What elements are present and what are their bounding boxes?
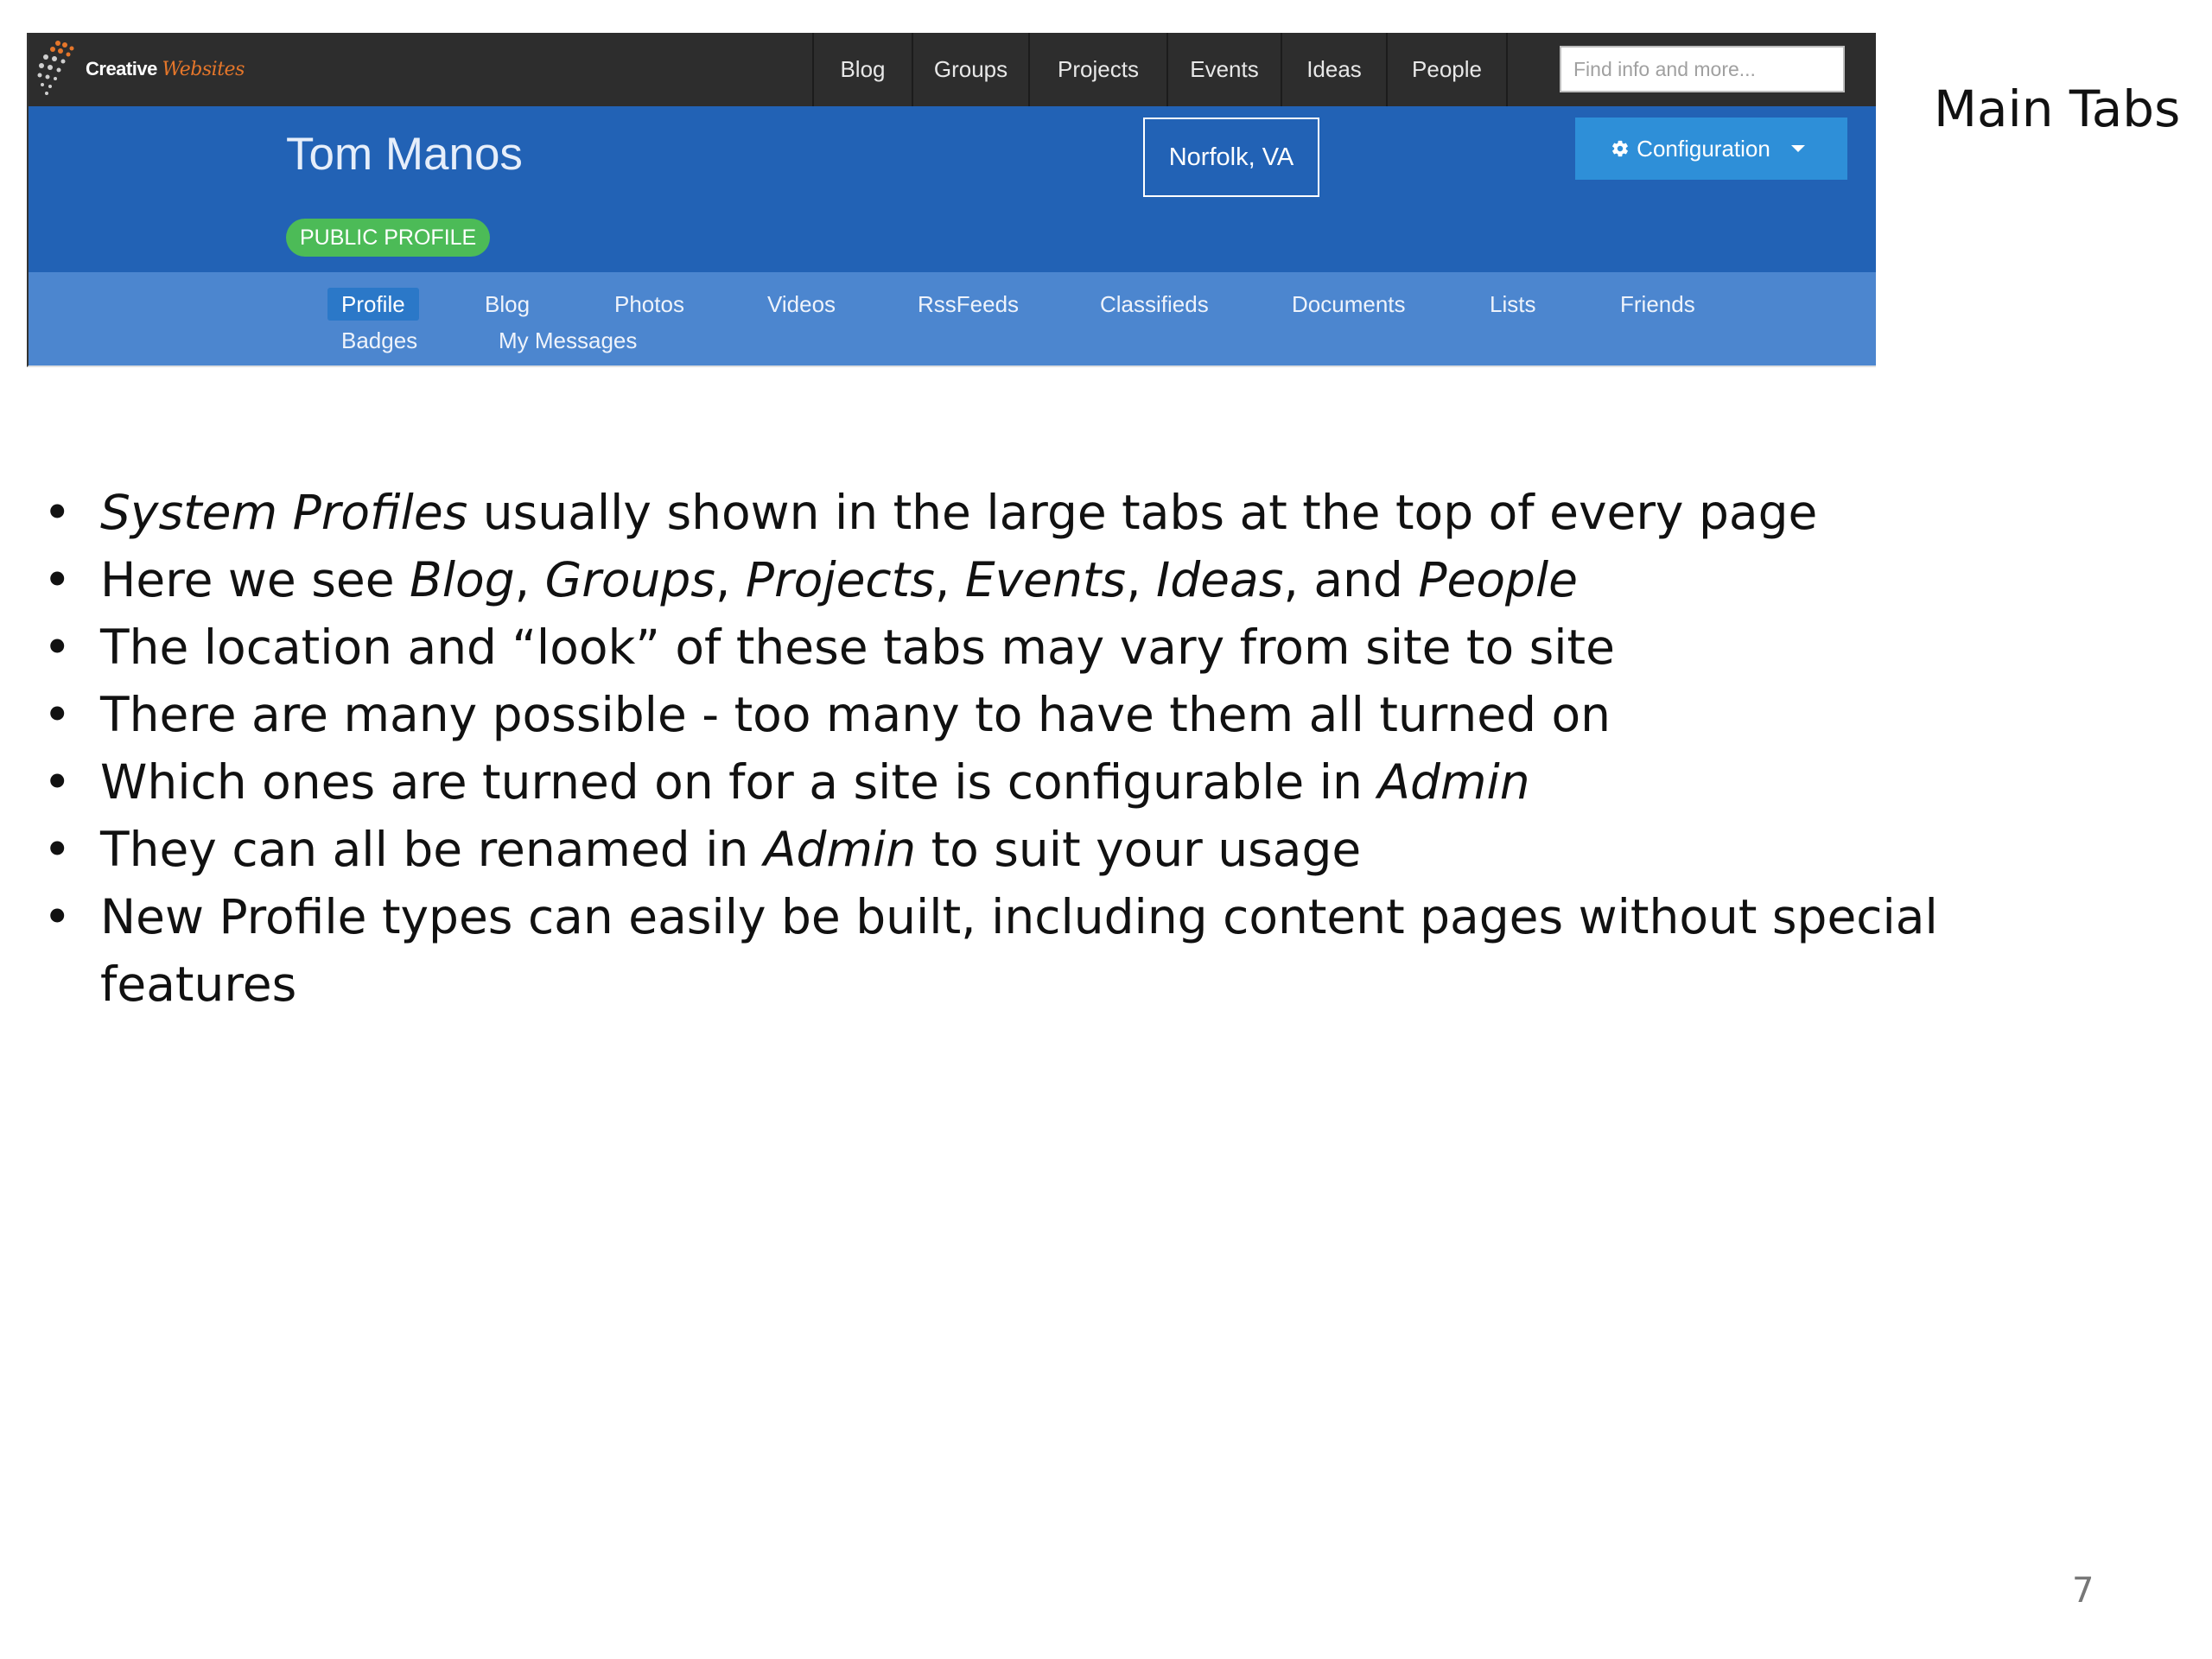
- bullet-item: [43, 883, 2117, 1018]
- nav-tab-events[interactable]: Events: [1166, 33, 1281, 106]
- gear-icon: [1611, 139, 1630, 158]
- bullet-text: Events: [964, 552, 1127, 607]
- logo-word-creative: Creative: [86, 58, 157, 79]
- bullet-text: usually shown in the large tabs at the top of every page: [467, 485, 1818, 540]
- dotted-swirl-logo-icon: [34, 35, 87, 104]
- caret-down-icon: [1777, 140, 1812, 157]
- bullet-item: [43, 681, 2117, 748]
- bullet-text: Which ones are turned on for a site is configurable in: [100, 754, 1378, 810]
- page-number: 7: [2072, 1571, 2094, 1611]
- nav-tab-people[interactable]: People: [1386, 33, 1508, 106]
- sub-tab-friends[interactable]: Friends: [1620, 291, 1695, 317]
- sub-tab-rssfeeds[interactable]: RssFeeds: [918, 291, 1020, 317]
- logo-word-websites: Websites: [162, 59, 245, 80]
- location-box: Norfolk, VA: [1143, 118, 1319, 197]
- sub-tab-documents[interactable]: Documents: [1292, 291, 1406, 317]
- sub-tab-classifieds[interactable]: Classifieds: [1100, 291, 1209, 317]
- site-logo[interactable]: [34, 35, 293, 104]
- public-profile-badge: PUBLIC PROFILE: [286, 219, 490, 257]
- bullet-text: System Profiles: [100, 485, 468, 540]
- bullet-text: ,: [1126, 552, 1157, 607]
- bullet-item: [43, 613, 2117, 681]
- main-tabs: [812, 33, 1508, 106]
- bullet-text: ,: [514, 552, 545, 607]
- sub-tab-videos[interactable]: Videos: [767, 291, 836, 317]
- nav-tab-blog[interactable]: Blog: [812, 33, 912, 106]
- top-navigation-bar: [29, 33, 1876, 106]
- sub-tab-profile[interactable]: Profile: [327, 288, 419, 321]
- bullet-text: The location and “look” of these tabs may vary from site to site: [100, 620, 1615, 675]
- nav-tab-ideas[interactable]: Ideas: [1281, 33, 1386, 106]
- bullet-list: [43, 479, 2117, 1018]
- bullet-text: Admin: [763, 822, 917, 877]
- bullet-text: Projects: [745, 552, 935, 607]
- sub-tab-lists[interactable]: Lists: [1490, 291, 1536, 317]
- sub-tab-my-messages[interactable]: My Messages: [499, 327, 638, 353]
- sub-tab-badges[interactable]: Badges: [341, 327, 418, 353]
- bullet-text: Admin: [1377, 754, 1530, 810]
- bullet-item: [43, 816, 2117, 883]
- bullet-item: [43, 479, 2117, 546]
- nav-tab-groups[interactable]: Groups: [912, 33, 1028, 106]
- bullet-text: Ideas: [1156, 552, 1284, 607]
- profile-name: Tom Manos: [286, 129, 523, 180]
- logo-text: [86, 58, 245, 80]
- search-input[interactable]: [1560, 46, 1845, 92]
- bullet-text: Blog: [410, 552, 515, 607]
- bullet-text: ,: [934, 552, 965, 607]
- bullet-text: They can all be renamed in: [100, 822, 764, 877]
- bullet-item: [43, 748, 2117, 816]
- profile-header: [29, 106, 1876, 272]
- bullet-text: There are many possible - too many to have them all turned on: [100, 687, 1611, 742]
- configuration-button[interactable]: [1575, 118, 1847, 180]
- bullet-text: Here we see: [100, 552, 410, 607]
- configuration-label: Configuration: [1637, 135, 1770, 162]
- bullet-text: People: [1418, 552, 1579, 607]
- nav-tab-projects[interactable]: Projects: [1028, 33, 1166, 106]
- slide-title: Main Tabs: [1934, 79, 2181, 138]
- website-screenshot: [27, 33, 1876, 367]
- bullet-text: , and: [1283, 552, 1419, 607]
- bullet-text: ,: [715, 552, 746, 607]
- profile-sub-tabs: [29, 272, 1876, 365]
- sub-tab-photos[interactable]: Photos: [614, 291, 684, 317]
- bullet-text: Groups: [544, 552, 715, 607]
- bullet-text: New Profile types can easily be built, including content pages without special features: [100, 889, 1938, 1012]
- bullet-text: to suit your usage: [916, 822, 1362, 877]
- bullet-item: [43, 546, 2117, 613]
- sub-tab-blog[interactable]: Blog: [485, 291, 531, 317]
